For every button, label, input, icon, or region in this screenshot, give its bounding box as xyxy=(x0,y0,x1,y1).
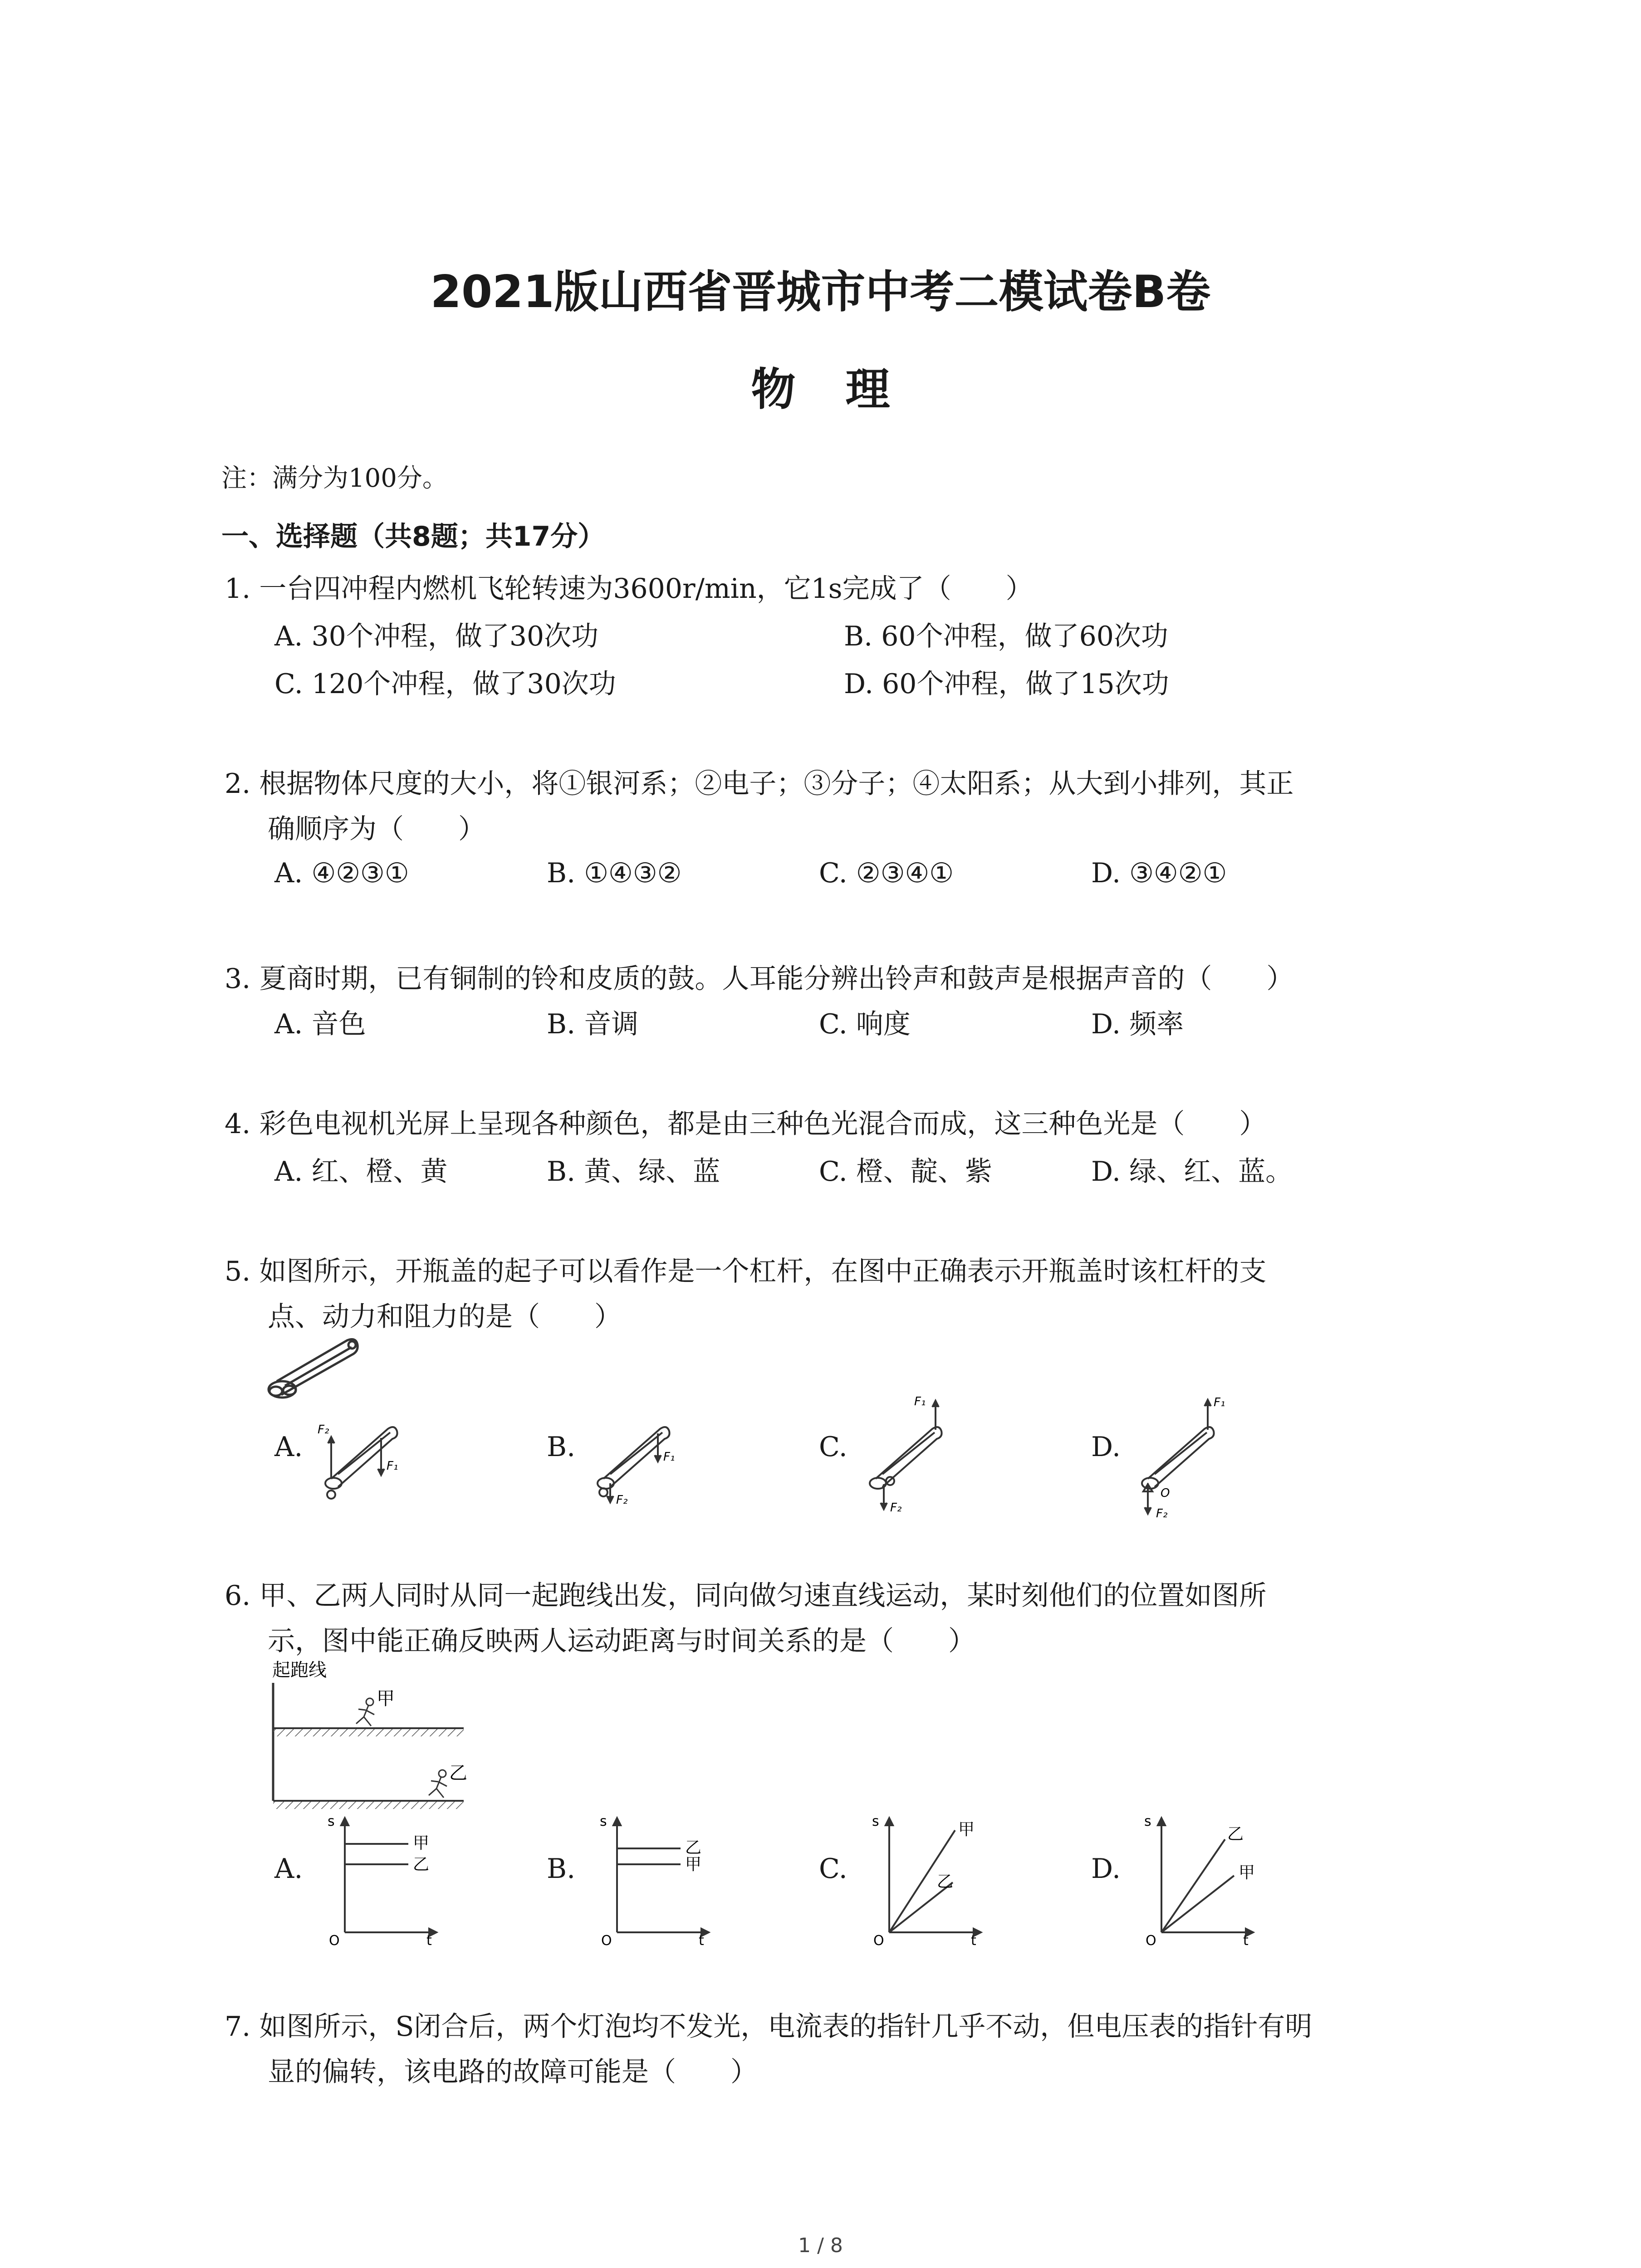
q2-option-a: A. ④②③① xyxy=(274,857,409,889)
q6a-jia-label: 甲 xyxy=(413,1834,430,1853)
q6a-o-label: O xyxy=(329,1933,340,1946)
q6-option-c: C. xyxy=(819,1853,847,1885)
q2-option-d: D. ③④②① xyxy=(1091,857,1227,889)
q6d-jia-label: 甲 xyxy=(1239,1863,1255,1882)
q6-option-b: B. xyxy=(547,1853,576,1885)
q1-option-c: C. 120个冲程，做了30次功 xyxy=(274,668,616,700)
runner-yi-label: 乙 xyxy=(449,1763,467,1784)
q6-option-a: A. xyxy=(274,1853,303,1885)
q5-option-d: D. xyxy=(1091,1431,1121,1463)
question-2-stem-line2: 确顺序为（ ） xyxy=(268,813,485,845)
q6c-o-label: O xyxy=(873,1933,884,1946)
q6a-s-label: s xyxy=(328,1813,335,1829)
q6b-jia-label: 甲 xyxy=(685,1855,702,1874)
q6c-t-label: t xyxy=(971,1933,976,1946)
q6b-t-label: t xyxy=(699,1933,704,1946)
q1-option-a: A. 30个冲程，做了30次功 xyxy=(274,621,599,652)
q4-option-a: A. 红、橙、黄 xyxy=(274,1156,448,1188)
bottle-opener-figure xyxy=(263,1331,372,1404)
q4-option-b: B. 黄、绿、蓝 xyxy=(547,1156,720,1188)
q5-option-b: B. xyxy=(547,1431,576,1463)
q6b-yi-label: 乙 xyxy=(685,1838,702,1857)
q6-graph-d xyxy=(1134,1810,1270,1946)
question-6-stem-line2: 示，图中能正确反映两人运动距离与时间关系的是（ ） xyxy=(268,1625,975,1657)
question-6-stem-line1: 6. 甲、乙两人同时从同一起跑线出发，同向做匀速直线运动，某时刻他们的位置如图所 xyxy=(225,1580,1267,1612)
q2-option-b: B. ①④③② xyxy=(547,857,682,889)
q5-option-c: C. xyxy=(819,1431,847,1463)
question-7-stem-line1: 7. 如图所示，S闭合后，两个灯泡均不发光，电流表的指针几乎不动，但电压表的指针有明 xyxy=(225,2011,1313,2043)
q5-option-b-figure xyxy=(585,1411,703,1506)
q5b-f2-label: F₂ xyxy=(616,1493,628,1506)
q6b-o-label: O xyxy=(601,1933,612,1946)
q6c-s-label: s xyxy=(872,1813,879,1829)
question-5-stem-line1: 5. 如图所示，开瓶盖的起子可以看作是一个杠杆，在图中正确表示开瓶盖时该杠杆的支 xyxy=(225,1256,1267,1287)
q3-option-a: A. 音色 xyxy=(274,1008,366,1040)
q3-option-c: C. 响度 xyxy=(819,1008,911,1040)
q6c-jia-label: 甲 xyxy=(958,1820,975,1839)
q4-option-d: D. 绿、红、蓝。 xyxy=(1091,1156,1293,1188)
q6b-s-label: s xyxy=(600,1813,607,1829)
q6d-o-label: O xyxy=(1146,1933,1156,1946)
q6d-yi-label: 乙 xyxy=(1227,1825,1244,1843)
race-track-figure xyxy=(268,1656,513,1819)
question-2-stem-line1: 2. 根据物体尺度的大小，将①银河系；②电子；③分子；④太阳系；从大到小排列，其正 xyxy=(225,768,1294,800)
runner-jia-icon xyxy=(356,1698,374,1726)
question-5-stem-line2: 点、动力和阻力的是（ ） xyxy=(268,1301,622,1333)
q6-option-d: D. xyxy=(1091,1853,1121,1885)
q1-option-b: B. 60个冲程，做了60次功 xyxy=(844,621,1168,652)
question-1-stem: 1. 一台四冲程内燃机飞轮转速为3600r/min，它1s完成了（ ） xyxy=(225,573,1033,605)
q5-option-c-figure xyxy=(857,1388,975,1515)
q5b-f1-label: F₁ xyxy=(663,1450,675,1464)
q6-graph-b xyxy=(590,1810,726,1946)
runner-jia-label: 甲 xyxy=(377,1688,395,1709)
q5d-o-label: O xyxy=(1161,1486,1170,1500)
q3-option-d: D. 频率 xyxy=(1091,1008,1184,1040)
q6a-t-label: t xyxy=(426,1933,432,1946)
q6d-t-label: t xyxy=(1243,1933,1249,1946)
question-7-stem-line2: 显的偏转，该电路的故障可能是（ ） xyxy=(268,2056,758,2088)
q5-option-d-figure xyxy=(1130,1388,1248,1520)
q3-option-b: B. 音调 xyxy=(547,1008,639,1040)
q5a-f1-label: F₁ xyxy=(387,1459,398,1473)
q5a-f2-label: F₂ xyxy=(318,1423,329,1437)
q6c-yi-label: 乙 xyxy=(937,1872,954,1891)
q5-option-a: A. xyxy=(274,1431,303,1463)
subject-title: 物理 xyxy=(751,364,940,415)
score-note: 注：满分为100分。 xyxy=(221,464,448,493)
start-line-label: 起跑线 xyxy=(272,1660,327,1681)
q4-option-c: C. 橙、靛、紫 xyxy=(819,1156,992,1188)
q6d-s-label: s xyxy=(1144,1813,1151,1829)
question-4-stem: 4. 彩色电视机光屏上呈现各种颜色，都是由三种色光混合而成，这三种色光是（ ） xyxy=(225,1108,1267,1140)
q5-option-a-figure xyxy=(313,1411,431,1501)
q6-graph-c xyxy=(862,1810,998,1946)
runner-yi-icon xyxy=(429,1770,447,1798)
q5c-f2-label: F₂ xyxy=(890,1501,902,1515)
page-number: 1 / 8 xyxy=(798,2234,843,2257)
q6-graph-a xyxy=(318,1810,454,1946)
q1-option-d: D. 60个冲程，做了15次功 xyxy=(844,668,1169,700)
page-title: 2021版山西省晋城市中考二模试卷B卷 xyxy=(430,266,1211,318)
q5c-f1-label: F₁ xyxy=(914,1395,926,1408)
q6a-yi-label: 乙 xyxy=(413,1855,430,1874)
q2-option-c: C. ②③④① xyxy=(819,857,954,889)
question-3-stem: 3. 夏商时期，已有铜制的铃和皮质的鼓。人耳能分辨出铃声和鼓声是根据声音的（ ） xyxy=(225,963,1294,995)
q5d-f2-label: F₂ xyxy=(1156,1507,1168,1520)
q5d-f1-label: F₁ xyxy=(1214,1396,1225,1409)
section-heading: 一、选择题（共8题；共17分） xyxy=(221,521,605,552)
